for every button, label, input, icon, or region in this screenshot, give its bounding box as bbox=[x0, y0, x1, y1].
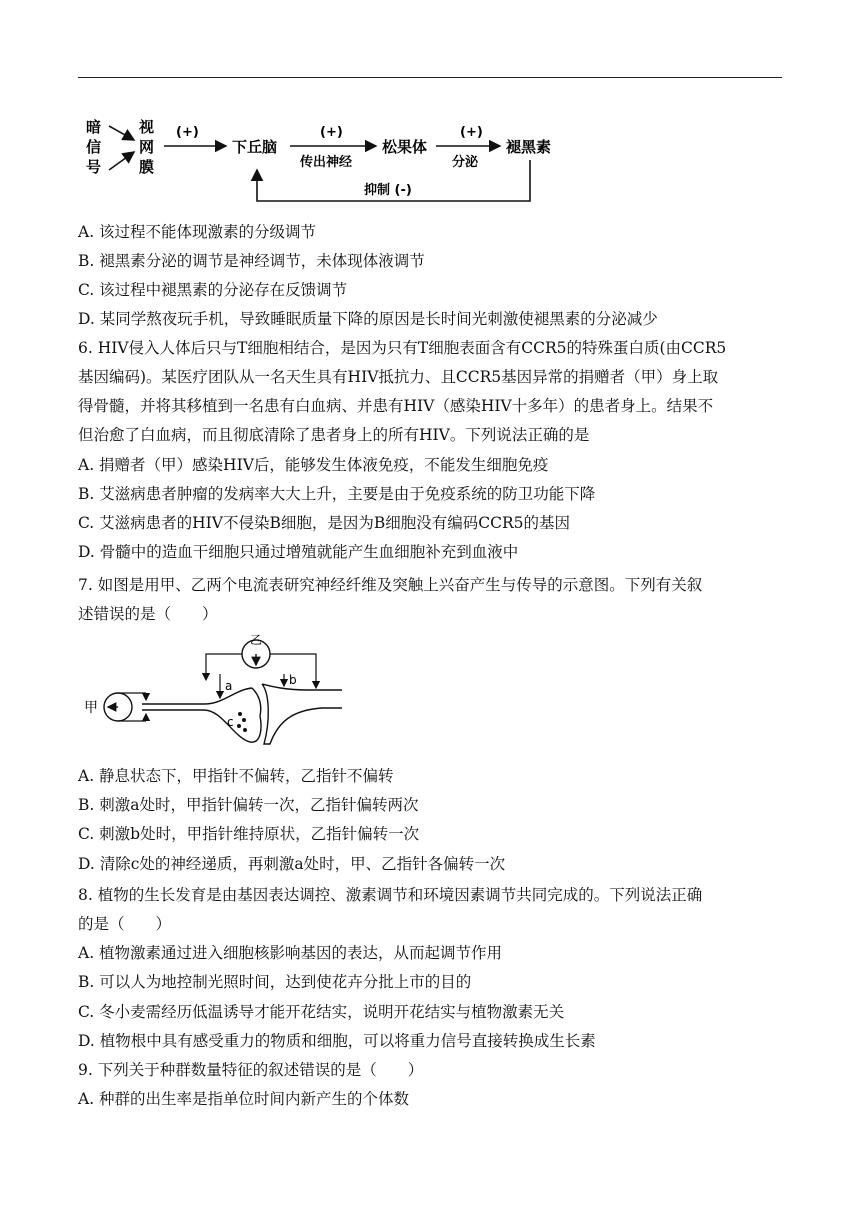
q7-option-c: C. 刺激b处时，甲指针维持原状，乙指针偏转一次 bbox=[78, 825, 420, 843]
meter-yi-label: 乙 bbox=[250, 634, 263, 647]
hypothalamus-label: 下丘脑 bbox=[232, 138, 278, 156]
melatonin-label: 褪黑素 bbox=[506, 138, 552, 156]
q6-stem-line-1: 6. HIV侵入人体后只与T细胞相结合，是因为只有T细胞表面含有CCR5的特殊蛋白质(由CCR5 bbox=[78, 339, 727, 357]
q8-option-b: B. 可以人为地控制光照时间，达到使花卉分批上市的目的 bbox=[78, 973, 472, 991]
presynaptic-terminal-edge bbox=[252, 688, 261, 716]
q7-stem-line-2: 述错误的是（ ） bbox=[78, 605, 218, 623]
q6-option-b: B. 艾滋病患者肿瘤的发病率大大上升，主要是由于免疫系统的防卫功能下降 bbox=[78, 485, 596, 503]
q7-option-a: A. 静息状态下，甲指针不偏转，乙指针不偏转 bbox=[78, 767, 394, 785]
q5-option-a: A. 该过程不能体现激素的分级调节 bbox=[78, 223, 317, 241]
nerve-synapse-diagram bbox=[84, 634, 344, 750]
q8-option-a: A. 植物激素通过进入细胞核影响基因的表达，从而起调节作用 bbox=[78, 944, 503, 962]
vesicle-dot bbox=[243, 728, 247, 732]
vesicle-dot bbox=[237, 724, 241, 728]
secrete-label: 分泌 bbox=[452, 155, 479, 170]
q6-option-d: D. 骨髓中的造血干细胞只通过增殖就能产生血细胞补充到血液中 bbox=[78, 543, 519, 561]
dark-signal-char-1: 暗 bbox=[86, 118, 102, 136]
header-rule bbox=[78, 77, 782, 78]
postsynaptic-membrane bbox=[262, 684, 342, 744]
q7-stem-line-1: 7. 如图是用甲、乙两个电流表研究神经纤维及突触上兴奋产生与传导的示意图。下列有关叙 bbox=[78, 576, 703, 594]
q6-stem-line-2: 基因编码)。某医疗团队从一名天生具有HIV抵抗力、且CCR5基因异常的捐赠者（甲）身上取 bbox=[78, 368, 719, 386]
q9-option-a: A. 种群的出生率是指单位时间内新产生的个体数 bbox=[78, 1090, 410, 1108]
q8-stem-line-1: 8. 植物的生长发育是由基因表达调控、激素调节和环境因素调节共同完成的。下列说法正确 bbox=[78, 886, 703, 904]
dark-signal-char-2: 信 bbox=[86, 138, 102, 156]
q7-option-b: B. 刺激a处时，甲指针偏转一次，乙指针偏转两次 bbox=[78, 796, 419, 814]
q8-option-c: C. 冬小麦需经历低温诱导才能开花结实，说明开花结实与植物激素无关 bbox=[78, 1003, 565, 1021]
point-a-label: a bbox=[225, 679, 233, 693]
plus-label-3: (+) bbox=[460, 125, 483, 140]
q8-stem-line-2: 的是（ ） bbox=[78, 915, 172, 933]
retina-char-3: 膜 bbox=[139, 158, 155, 176]
axon-membrane-top bbox=[142, 688, 252, 704]
meter-jia-label: 甲 bbox=[84, 700, 98, 716]
point-c-label: c bbox=[227, 715, 234, 729]
plus-label-1: (+) bbox=[176, 125, 199, 140]
q6-stem-line-3: 得骨髓，并将其移植到一名患有白血病、并患有HIV（感染HIV十多年）的患者身上。结果不 bbox=[78, 397, 714, 415]
q9-stem: 9. 下列关于种群数量特征的叙述错误的是（ ） bbox=[78, 1061, 424, 1079]
dark-signal-char-3: 号 bbox=[86, 158, 102, 176]
q5-option-d: D. 某同学熬夜玩手机，导致睡眠质量下降的原因是长时间光刺激使褪黑素的分泌减少 bbox=[78, 310, 658, 328]
q5-option-c: C. 该过程中褪黑素的分泌存在反馈调节 bbox=[78, 281, 348, 299]
retina-char-2: 网 bbox=[139, 138, 155, 156]
point-b-label: b bbox=[289, 673, 297, 687]
plus-label-2: (+) bbox=[320, 125, 343, 140]
vesicle-dot bbox=[242, 718, 246, 722]
q6-option-c: C. 艾滋病患者的HIV不侵染B细胞，是因为B细胞没有编码CCR5的基因 bbox=[78, 514, 571, 532]
vesicle-dot bbox=[238, 712, 242, 716]
melatonin-regulation-diagram bbox=[82, 112, 562, 208]
q6-option-a: A. 捐赠者（甲）感染HIV后，能够发生体液免疫，不能发生细胞免疫 bbox=[78, 456, 549, 474]
q5-option-b: B. 褪黑素分泌的调节是神经调节，未体现体液调节 bbox=[78, 252, 425, 270]
pineal-label: 松果体 bbox=[382, 138, 428, 156]
q8-option-d: D. 植物根中具有感受重力的物质和细胞，可以将重力信号直接转换成生长素 bbox=[78, 1032, 596, 1050]
efferent-nerve-label: 传出神经 bbox=[300, 155, 353, 170]
q6-stem-line-4: 但治愈了白血病，而且彻底清除了患者身上的所有HIV。下列说法正确的是 bbox=[78, 426, 590, 444]
retina-char-1: 视 bbox=[139, 118, 155, 136]
inhibit-label: 抑制 (-) bbox=[364, 183, 412, 198]
axon-membrane-bottom bbox=[142, 710, 261, 742]
q7-option-d: D. 清除c处的神经递质，再刺激a处时，甲、乙指针各偏转一次 bbox=[78, 855, 506, 873]
